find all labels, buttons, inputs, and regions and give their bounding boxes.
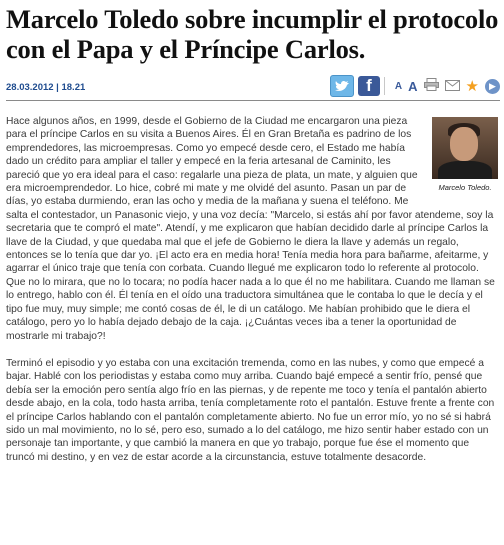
- favorite-star-icon[interactable]: ★: [465, 78, 479, 95]
- article-paragraph: Hace algunos años, en 1999, desde el Gobierno de la Ciudad me encargaron una pieza para el príncipe Carlos en su visita a Buenos Aires. Él en Gran Bretaña es padrino de los emprendedores, las microempresas. Como yo empecé desde cero, el Estado me había dado un crédito para ampliar el taller y empecé en la feria artesanal de Caminito, les pareció que yo era ideal para el caso: regalarle una pieza de plata, un mate, y alguien que era microemprendedor. Lo hice, cobré mi mate y me olvidé del asunto. Pasan un par de días, yo estaba durmiendo, eran las ocho y media de la mañana y suena el teléfono. Me salta el contestador, un Panasonic viejo, y una voz decía: "Marcelo, si estás ahí por favor atendeme, soy la secretaria que te compró el mate". Atendí, y me explicaron que habían decidido darle al príncipe Carlos la llave de la Ciudad, y que quedaba mal que el jefe de Gobierno le diera la llave y además un regalo, entonces se lo tenía que dar yo. ¡El acto era en media hora! Tenía media hora para bañarme, afeitarme, y agarrar el único traje que tenía con corbata. Cuando llegué me explicaron todo lo referente al protocolo. Que no lo mirara, que no lo tocara; no podía hacer nada a lo que él no me habilitara. Cuando me llaman se lo entrego, hablo con él. Él tenía en el oído una traductora simultánea que le contaba lo que le decía y el tipo fue muy, muy simple; me contó cosas de él, le di un catálogo. Me habían prohibido que le diera el catálogo, pero yo lo había dejado debajo de la caja. ¡¿Cuántas veces iba a tener la oportunidad de mostrarle mi trabajo?!: [6, 116, 495, 342]
- print-glyph: [424, 78, 439, 91]
- facebook-icon[interactable]: f: [358, 76, 380, 96]
- font-increase-icon[interactable]: A: [408, 78, 418, 94]
- twitter-icon[interactable]: [330, 75, 354, 97]
- next-arrow-icon[interactable]: ▶: [485, 79, 500, 94]
- article-toolbar: [330, 74, 500, 98]
- email-icon[interactable]: [445, 79, 460, 94]
- email-glyph: [445, 80, 460, 91]
- font-decrease-icon[interactable]: A: [394, 80, 403, 92]
- twitter-bird-glyph: [334, 79, 350, 93]
- toolbar-divider: [384, 77, 385, 95]
- article-meta-bar: [6, 74, 500, 101]
- author-photo-box: [432, 117, 498, 192]
- author-photo: [432, 117, 498, 179]
- photo-caption: Marcelo Toledo.: [438, 183, 492, 192]
- photo-head-shape: [450, 127, 478, 161]
- article-body: [0, 115, 504, 464]
- photo-body-shape: [438, 161, 492, 179]
- article-headline: Marcelo Toledo sobre incumplir el protocolo con el Papa y el Príncipe Carlos.: [6, 4, 499, 64]
- print-icon[interactable]: [424, 78, 439, 94]
- article-paragraph: Terminó el episodio y yo estaba con una excitación tremenda, como en las nubes, y como que empecé a bajar. Hablé con los periodistas y estaba como muy arriba. Cuando bajé empecé a sentir frío, pensé que debía ser la emoción pero sentía algo frío en las piernas, y de repente me toco y tenía el pantalón abierto desde abajo, en la cola, todo hasta arriba, tenía completamente roto el pantalón. Estuve frente a frente con el príncipe Carlos hablando con el pantalón completamente abierto. No fue un error mío, yo no sé si habrá sido un mal movimiento, no lo sé, pero eso, sumado a lo del catálogo, me hizo sentir haber estado con un personaje tan importante, y que cambió la manera en que yo trabajo, porque fue ése el momento que truncó mi destino, y en vez de estar acorde a la circunstancia, estuve totalmente desacorde.: [6, 357, 495, 463]
- publish-date: 28.03.2012 | 18.21: [6, 82, 86, 93]
